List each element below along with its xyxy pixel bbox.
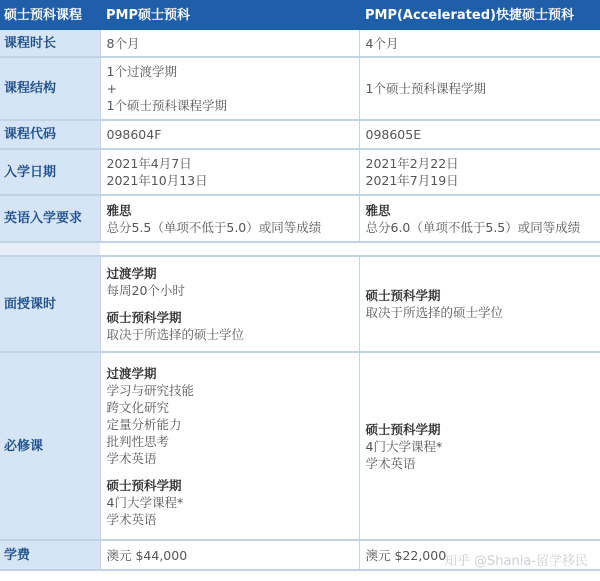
acc-code: 098605E [359,120,600,149]
label-fee: 学费 [0,540,100,570]
acc-core-units [359,352,600,540]
label-code: 课程代码 [0,120,100,149]
label-duration: 课程时长 [0,30,100,57]
row-core-units [0,352,600,540]
pmp-structure-line: 1个硕士预科课程学期 [106,98,227,113]
watermark: 知乎 @Shania-留学移民 [443,554,588,569]
pmp-core-units [100,352,359,540]
acc-english-text: 总分6.0（单项不低于5.5）或同等成绩 [365,219,581,235]
label-contact-hours: 面授课时 [0,256,100,352]
spacer-cell [100,242,359,256]
pmp-fee: 澳元 $44,000 [100,540,359,570]
spacer-cell [0,242,100,256]
pmp-code: 098604F [100,120,359,149]
pmp-contact-title: 过渡学期 [106,266,157,281]
row-english [0,195,600,242]
acc-intake-date: 2021年2月22日 [365,156,459,171]
row-contact-hours [0,256,600,352]
header-pmp-accelerated: PMP(Accelerated)快捷硕士预科 [359,0,600,30]
pmp-intake-date: 2021年10月13日 [106,173,208,188]
pmp-core-item: 学习与研究技能 [106,382,195,398]
pmp-intake-date: 2021年4月7日 [106,156,192,171]
acc-core-item: 4门大学课程* [365,438,443,454]
row-intake [0,149,600,195]
pmp-core-title: 过渡学期 [106,365,157,381]
acc-core-title: 硕士预科学期 [365,421,441,437]
pmp-contact-text: 每周20个小时 [106,283,185,298]
acc-core-item: 学术英语 [365,455,416,471]
pmp-core-item: 学术英语 [106,450,157,466]
acc-contact-title: 硕士预科学期 [365,288,441,303]
acc-fee: 澳元 $22,000 [359,540,600,570]
acc-intake [359,149,600,195]
spacer-cell [359,242,600,256]
acc-english-title: 雅思 [365,202,391,218]
header-course: 硕士预科课程 [0,0,100,30]
pmp-english-text: 总分5.5（单项不低于5.0）或同等成绩 [106,219,322,235]
label-structure: 课程结构 [0,57,100,120]
row-duration [0,30,600,57]
pmp-contact-text: 取决于所选择的硕士学位 [106,327,245,342]
header-pmp: PMP硕士预科 [100,0,359,30]
acc-duration: 4个月 [359,30,600,57]
row-code [0,120,600,149]
pmp-core-item: 定量分析能力 [106,416,182,432]
acc-contact-text: 取决于所选择的硕士学位 [365,305,504,320]
row-structure [0,57,600,120]
pmp-core-item: 4门大学课程* [106,494,184,510]
pmp-structure-line: 1个过渡学期 [106,64,177,79]
acc-contact-hours [359,256,600,352]
pmp-core-item: 跨文化研究 [106,399,170,415]
row-spacer [0,242,600,256]
pmp-contact-title: 硕士预科学期 [106,310,182,325]
pmp-duration: 8个月 [100,30,359,57]
pmp-core-item: 批判性思考 [106,433,170,449]
pmp-structure [100,57,359,120]
pmp-structure-line: + [106,81,117,96]
acc-intake-date: 2021年7月19日 [365,173,459,188]
acc-english [359,195,600,242]
pmp-core-item: 学术英语 [106,511,157,527]
acc-structure: 1个硕士预科课程学期 [359,57,600,120]
pmp-intake [100,149,359,195]
pmp-core-title: 硕士预科学期 [106,477,182,493]
pmp-english-title: 雅思 [106,202,132,218]
header-row [0,0,600,30]
label-core-units: 必修课 [0,352,100,540]
pmp-english [100,195,359,242]
label-english: 英语入学要求 [0,195,100,242]
pmp-contact-hours [100,256,359,352]
label-intake: 入学日期 [0,149,100,195]
